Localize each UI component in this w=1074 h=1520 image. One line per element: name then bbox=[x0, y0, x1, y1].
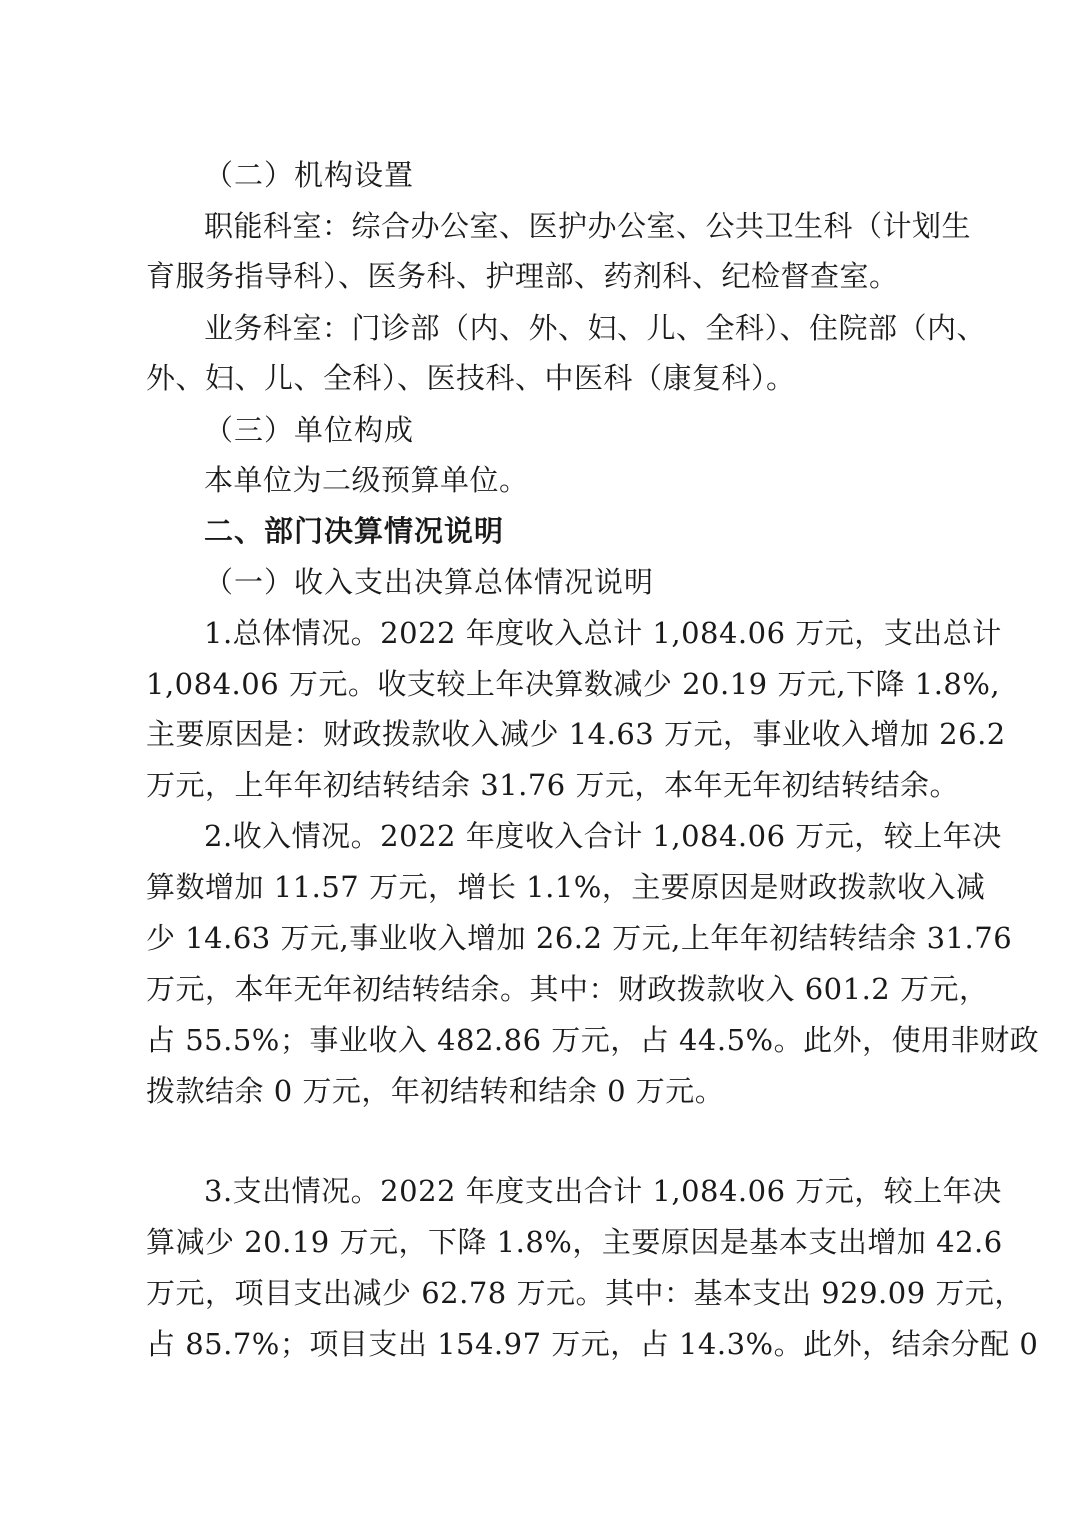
overall-line-3: 主要原因是：财政拨款收入减少 14.63 万元，事业收入增加 26.2 bbox=[146, 717, 1006, 751]
unit-text: 本单位为二级预算单位。 bbox=[204, 463, 529, 497]
functional-dept-line-1: 职能科室：综合办公室、医护办公室、公共卫生科（计划生 bbox=[204, 209, 972, 243]
expense-line-2: 算减少 20.19 万元，下降 1.8%，主要原因是基本支出增加 42.6 bbox=[146, 1225, 1003, 1259]
overall-line-1: 1.总体情况。2022 年度收入总计 1,084.06 万元，支出总计 bbox=[204, 616, 1002, 650]
income-line-4: 万元，本年无年初结转结余。其中：财政拨款收入 601.2 万元， bbox=[146, 972, 989, 1006]
business-dept-line-1: 业务科室：门诊部（内、外、妇、儿、全科）、住院部（内、 bbox=[204, 311, 987, 345]
overall-line-4: 万元，上年年初结转结余 31.76 万元，本年无年初结转结余。 bbox=[146, 768, 959, 802]
overall-line-2: 1,084.06 万元。收支较上年决算数减少 20.19 万元,下降 1.8%, bbox=[146, 667, 1001, 701]
income-line-5: 占 55.5%；事业收入 482.86 万元，占 44.5%。此外，使用非财政 bbox=[146, 1023, 1040, 1057]
section-org-title: （二）机构设置 bbox=[204, 158, 415, 192]
income-line-1: 2.收入情况。2022 年度收入合计 1,084.06 万元，较上年决 bbox=[204, 819, 1002, 853]
expense-line-4: 占 85.7%；项目支出 154.97 万元，占 14.3%。此外，结余分配 0 bbox=[146, 1327, 1039, 1361]
chapter-title: 二、部门决算情况说明 bbox=[204, 514, 505, 548]
business-dept-line-2: 外、妇、儿、全科）、医技科、中医科（康复科）。 bbox=[146, 361, 796, 395]
section-overall-title: （一）收入支出决算总体情况说明 bbox=[204, 565, 655, 599]
income-line-2: 算数增加 11.57 万元，增长 1.1%，主要原因是财政拨款收入减 bbox=[146, 870, 986, 904]
section-unit-title: （三）单位构成 bbox=[204, 413, 415, 447]
income-line-3: 少 14.63 万元,事业收入增加 26.2 万元,上年年初结转结余 31.76 bbox=[146, 921, 1013, 955]
functional-dept-line-2: 育服务指导科）、医务科、护理部、药剂科、纪检督查室。 bbox=[146, 259, 899, 293]
expense-line-1: 3.支出情况。2022 年度支出合计 1,084.06 万元，较上年决 bbox=[204, 1174, 1002, 1208]
income-line-6: 拨款结余 0 万元，年初结转和结余 0 万元。 bbox=[146, 1074, 725, 1108]
expense-line-3: 万元，项目支出减少 62.78 万元。其中：基本支出 929.09 万元， bbox=[146, 1276, 1024, 1310]
